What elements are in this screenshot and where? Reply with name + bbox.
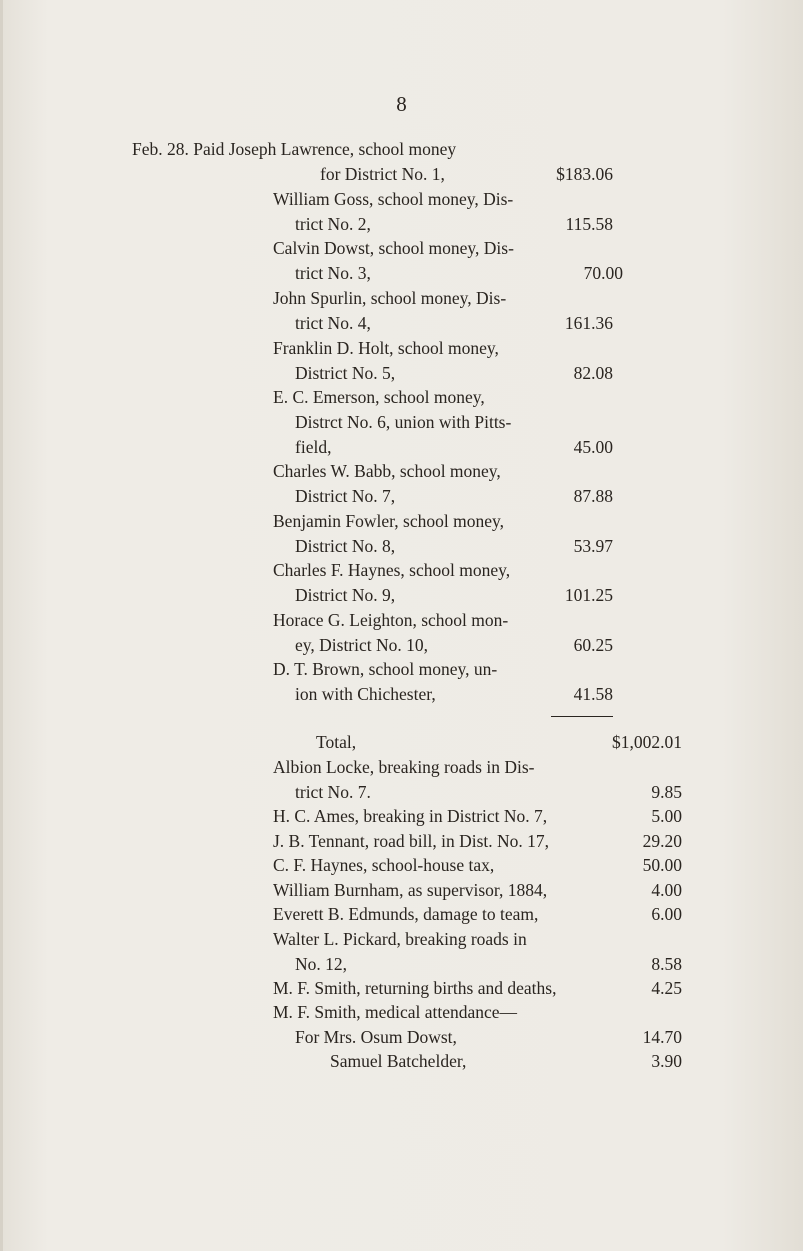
entry-amount: 87.88 xyxy=(573,486,613,506)
entry-amount: 101.25 xyxy=(564,585,613,605)
entry-amount: 9.85 xyxy=(651,782,682,802)
entry-amount: 161.36 xyxy=(564,313,613,333)
entry-amount: 4.00 xyxy=(651,880,682,900)
entry-amount: 50.00 xyxy=(642,855,682,875)
entry-amount: 45.00 xyxy=(573,437,613,457)
total-label: Total, xyxy=(316,732,357,752)
entry-amount: $183.06 xyxy=(556,164,613,184)
entry-amount: 115.58 xyxy=(565,214,613,234)
total-amount: $1,002.01 xyxy=(612,732,682,752)
entry-amount: 29.20 xyxy=(642,831,682,851)
page-crease xyxy=(0,0,3,1251)
entry-amount: 41.58 xyxy=(573,684,613,704)
entry-amount: 5.00 xyxy=(651,806,682,826)
ledger-page: 8 Feb. 28. Paid Joseph Lawrence, school money for District No. 1, $183.06 William Goss, school money, Dis- trict No. 2, 115.58 Calvin Dowst, school money, Dis- trict No. 3, 70.00 John Spurlin, school money, Dis- trict No. 4, 161.36 Franklin D. Holt, school money, District No. 5, 82.08 E. C. Emerson, school money, Distrct No. 6, union with Pitts- field, 45.00 Charles W. Babb, school money, District No. 7, 87.88 Benjamin Fowler, school money, District No. 8, 53.97 Charles F. Haynes, school money, District No. 9, 101.25 Horace G. Leighton, school mon- ey, District No. 10, 60.25 D. T. Brown, school money, un- ion with Chichester, 41.58 Total, $1,002.01 Albion Locke, breaking roads in Dis- trict No. 7. 9.85 H. C. Ames, breaking in District No. 7, 5.00 J. B. Tennant, road bill, in Dist. No. 17, 29.20 C. F. Haynes, school-house tax, 50.00 William Burnham, as supervisor, 1884, 4.00 Everett B. Edmunds, damage to team, 6.00 Walter L. Pickard, breaking roads in No. 12, 8.58 M. F. Smith, returning births and deaths, 4.25 M. F. Smith, medical attendance— For Mrs. Osum Dowst, 14.70 Samuel Batchelder, 3.90 xyxy=(0,0,803,1251)
entry-amount: 4.25 xyxy=(651,978,682,998)
entry-amount: 6.00 xyxy=(651,904,682,924)
entry-amount: 70.00 xyxy=(583,263,623,283)
entry-amount: 82.08 xyxy=(573,363,613,383)
entry-amount: 14.70 xyxy=(642,1027,682,1047)
entry-amount: 60.25 xyxy=(573,635,613,655)
entry-amount: 3.90 xyxy=(651,1051,682,1071)
entry-amount: 8.58 xyxy=(651,954,682,974)
entry-amount: 53.97 xyxy=(573,536,613,556)
page-number: 8 xyxy=(396,92,407,116)
sum-rule xyxy=(551,716,613,717)
